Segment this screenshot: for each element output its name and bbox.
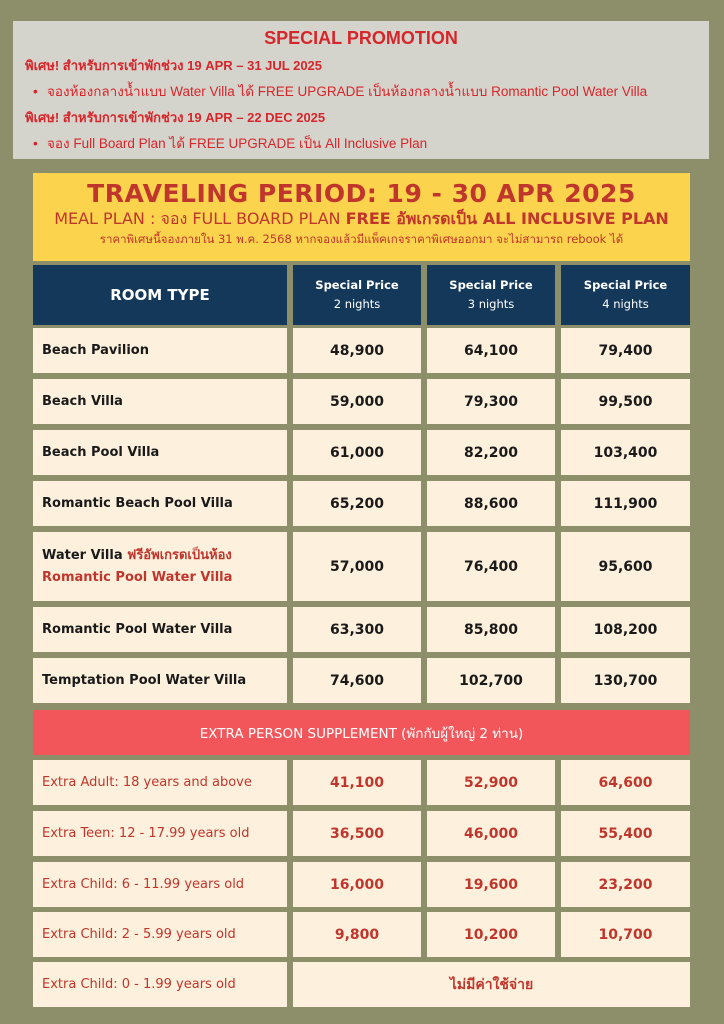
promo-bullet-2-text: จอง Full Board Plan ได้ FREE UPGRADE เป็น All Inclusive Plan bbox=[47, 136, 428, 151]
price-4-nights: 130,700 bbox=[561, 658, 690, 703]
extra-person-type: Extra Child: 6 - 11.99 years old bbox=[33, 862, 287, 907]
extra-price-4-nights: 23,200 bbox=[561, 862, 690, 907]
price-4-nights: 103,400 bbox=[561, 430, 690, 475]
extra-price-4-nights: 64,600 bbox=[561, 760, 690, 805]
price-2-nights: 63,300 bbox=[293, 607, 421, 652]
promo-period-1: พิเศษ! สำหรับการเข้าพักช่วง 19 APR – 31 JUL 2025 bbox=[25, 58, 323, 73]
price-header-nights: 3 nights bbox=[467, 297, 515, 311]
price-header-label: Special Price bbox=[449, 278, 533, 292]
traveling-period-banner bbox=[33, 173, 690, 261]
free-of-charge-value: ไม่มีค่าใช้จ่าย bbox=[293, 962, 690, 1007]
price-4-nights: 111,900 bbox=[561, 481, 690, 526]
promo-period-2: พิเศษ! สำหรับการเข้าพักช่วง 19 APR – 22 DEC 2025 bbox=[25, 110, 326, 125]
extra-price-3-nights: 46,000 bbox=[427, 811, 555, 856]
price-4-nights: 79,400 bbox=[561, 328, 690, 373]
price-4-nights: 108,200 bbox=[561, 607, 690, 652]
extra-price-3-nights: 19,600 bbox=[427, 862, 555, 907]
room-name: Romantic Pool Water Villa bbox=[33, 607, 287, 652]
price-2-nights: 65,200 bbox=[293, 481, 421, 526]
room-name-main: Water Villa bbox=[42, 547, 128, 563]
price-header-label: Special Price bbox=[583, 278, 668, 292]
price-3-nights: 88,600 bbox=[427, 481, 555, 526]
room-name: Beach Pavilion bbox=[33, 328, 287, 373]
extra-price-3-nights: 10,200 bbox=[427, 912, 555, 957]
room-upgrade-target: Romantic Pool Water Villa bbox=[42, 569, 233, 585]
period-title: TRAVELING PERIOD: 19 - 30 APR 2025 bbox=[87, 179, 636, 208]
extra-price-4-nights: 10,700 bbox=[561, 912, 690, 957]
extra-price-2-nights: 9,800 bbox=[293, 912, 421, 957]
extra-price-2-nights: 41,100 bbox=[293, 760, 421, 805]
price-2-nights: 61,000 bbox=[293, 430, 421, 475]
price-2-nights: 48,900 bbox=[293, 328, 421, 373]
extra-person-header: EXTRA PERSON SUPPLEMENT (พักกับผู้ใหญ่ 2 ท่าน) bbox=[33, 710, 690, 755]
extra-person-type: Extra Teen: 12 - 17.99 years old bbox=[33, 811, 287, 856]
meal-plan-upgrade: FREE อัพเกรดเป็น ALL INCLUSIVE PLAN bbox=[345, 209, 669, 228]
promo-bullet-1: • จองห้องกลางน้ำแบบ Water Villa ได้ FREE UPGRADE เป็นห้องกลางน้ำแบบ Romantic Pool Water Villa bbox=[33, 84, 648, 99]
extra-price-3-nights: 52,900 bbox=[427, 760, 555, 805]
extra-person-type: Extra Adult: 18 years and above bbox=[33, 760, 287, 805]
price-4-nights: 99,500 bbox=[561, 379, 690, 424]
price-header-nights: 4 nights bbox=[602, 297, 649, 311]
price-header-2-nights bbox=[293, 265, 421, 325]
extra-person-type: Extra Child: 2 - 5.99 years old bbox=[33, 912, 287, 957]
promo-bullet-1-text: จองห้องกลางน้ำแบบ Water Villa ได้ FREE UPGRADE เป็นห้องกลางน้ำแบบ Romantic Pool Water Villa bbox=[47, 84, 648, 99]
room-name: Romantic Beach Pool Villa bbox=[33, 481, 287, 526]
room-type-header: ROOM TYPE bbox=[33, 265, 287, 325]
price-2-nights: 57,000 bbox=[293, 532, 421, 601]
room-name: Beach Villa bbox=[33, 379, 287, 424]
price-3-nights: 79,300 bbox=[427, 379, 555, 424]
price-3-nights: 85,800 bbox=[427, 607, 555, 652]
meal-plan-prefix: MEAL PLAN : จอง FULL BOARD PLAN bbox=[54, 209, 346, 228]
promo-title: SPECIAL PROMOTION bbox=[264, 28, 458, 48]
price-2-nights: 74,600 bbox=[293, 658, 421, 703]
extra-price-2-nights: 16,000 bbox=[293, 862, 421, 907]
price-header-3-nights bbox=[427, 265, 555, 325]
price-3-nights: 82,200 bbox=[427, 430, 555, 475]
price-3-nights: 102,700 bbox=[427, 658, 555, 703]
price-3-nights: 64,100 bbox=[427, 328, 555, 373]
room-name: Temptation Pool Water Villa bbox=[33, 658, 287, 703]
extra-price-4-nights: 55,400 bbox=[561, 811, 690, 856]
promotion-box bbox=[13, 21, 709, 159]
room-upgrade-note: ฟรีอัพเกรดเป็นห้อง bbox=[127, 547, 232, 563]
price-header-label: Special Price bbox=[315, 278, 399, 292]
price-2-nights: 59,000 bbox=[293, 379, 421, 424]
room-name bbox=[33, 532, 287, 601]
price-4-nights: 95,600 bbox=[561, 532, 690, 601]
meal-plan bbox=[33, 208, 690, 230]
extra-person-type: Extra Child: 0 - 1.99 years old bbox=[33, 962, 287, 1007]
price-header-4-nights bbox=[561, 265, 690, 325]
promo-bullet-2: • จอง Full Board Plan ได้ FREE UPGRADE เป็น All Inclusive Plan bbox=[33, 136, 428, 151]
room-name: Beach Pool Villa bbox=[33, 430, 287, 475]
price-3-nights: 76,400 bbox=[427, 532, 555, 601]
price-header-nights: 2 nights bbox=[333, 297, 381, 311]
extra-price-2-nights: 36,500 bbox=[293, 811, 421, 856]
booking-note: ราคาพิเศษนี้จองภายใน 31 พ.ค. 2568 หากจองแล้วมีแพ็คเกจราคาพิเศษออกมา จะไม่สามารถ rebook ได้ bbox=[99, 232, 624, 246]
